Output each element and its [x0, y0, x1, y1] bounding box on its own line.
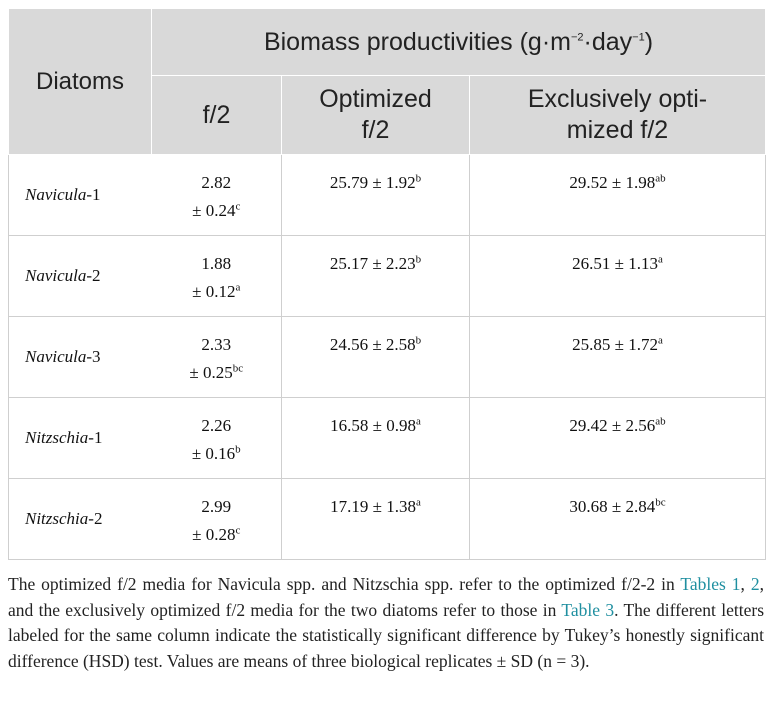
link-table-3[interactable]: Table 3 [561, 599, 615, 620]
diatom-suffix: -3 [86, 347, 101, 366]
header-optimized-line2: f/2 [361, 116, 390, 144]
exclusive-cell [470, 479, 766, 560]
optimized-letter: a [415, 415, 421, 428]
footnote-text-2: , [740, 574, 751, 594]
optimized-letter: b [415, 253, 422, 266]
header-optimized-line1: Optimized [319, 85, 432, 113]
table-row [9, 398, 766, 479]
table-footnote [8, 572, 764, 674]
optimized-cell [282, 236, 470, 317]
exclusive-letter: bc [655, 496, 666, 509]
header-group-exp2: −1 [632, 31, 645, 44]
table-row [9, 236, 766, 317]
f2-value: 2.99 [201, 497, 232, 516]
diatom-genus: Nitzschia [25, 428, 89, 447]
productivity-table [8, 8, 766, 560]
header-f2: f/2 [152, 76, 282, 155]
diatom-name [9, 155, 152, 236]
optimized-cell [282, 398, 470, 479]
header-group-exp1: −2 [570, 31, 584, 44]
f2-cell [152, 398, 282, 479]
exclusive-letter: a [657, 334, 663, 347]
f2-cell [152, 479, 282, 560]
diatom-name [9, 398, 152, 479]
f2-value: 1.88 [201, 254, 232, 273]
optimized-value: 25.17 ± 2.23 [329, 254, 416, 273]
header-group-mid: ·day [583, 27, 633, 56]
exclusive-cell [470, 155, 766, 236]
table-row [9, 155, 766, 236]
f2-sd: ± 0.24 [192, 201, 236, 220]
f2-cell [152, 236, 282, 317]
exclusive-cell [470, 236, 766, 317]
link-tables-1[interactable]: Tables 1 [680, 574, 741, 594]
f2-letter: bc [232, 362, 244, 375]
optimized-value: 24.56 ± 2.58 [329, 335, 416, 354]
exclusive-value: 29.52 ± 1.98 [569, 173, 656, 192]
diatom-name [9, 317, 152, 398]
optimized-cell [282, 155, 470, 236]
exclusive-letter: ab [655, 415, 666, 428]
optimized-letter: a [415, 496, 421, 509]
exclusive-value: 30.68 ± 2.84 [569, 497, 656, 516]
footnote-text-1: The optimized f/2 media for Navicula spp. and Nitzschia spp. refer to the optimized f/2-2 in [8, 574, 681, 594]
f2-value: 2.33 [201, 335, 232, 354]
diatom-genus: Navicula [25, 185, 87, 204]
f2-sd: ± 0.28 [192, 525, 236, 544]
f2-value: 2.82 [201, 173, 232, 192]
optimized-letter: b [415, 172, 422, 185]
table-row [9, 317, 766, 398]
f2-letter: c [235, 200, 241, 213]
f2-sd: ± 0.16 [191, 444, 236, 463]
diatom-genus: Navicula [25, 347, 87, 366]
header-biomass-productivities [152, 9, 766, 76]
diatom-genus: Navicula [25, 266, 87, 285]
header-optimized-f2 [282, 76, 470, 155]
footnote-text-3: , and the exclusively optimized f/2 media for the two diatoms refer to those in [8, 574, 764, 620]
f2-letter: b [235, 443, 241, 456]
diatom-suffix: -2 [88, 509, 103, 528]
diatom-name [9, 236, 152, 317]
header-exclusive-line2: mized f/2 [566, 116, 669, 144]
diatom-suffix: -1 [88, 428, 103, 447]
diatom-suffix: -2 [86, 266, 101, 285]
optimized-cell [282, 317, 470, 398]
header-exclusive-line1: Exclusively opti- [527, 85, 708, 113]
exclusive-cell [470, 398, 766, 479]
exclusive-value: 26.51 ± 1.13 [572, 254, 658, 273]
exclusive-value: 29.42 ± 2.56 [569, 416, 656, 435]
footnote-text-4: . The different letters labeled for the same column indicate the statistically significant difference by Tukey’s honestly significant difference (HSD) test. Values are means of three biological replicates ± SD (n = 3). [8, 599, 764, 671]
f2-cell [152, 155, 282, 236]
f2-value: 2.26 [201, 416, 232, 435]
diatom-name [9, 479, 152, 560]
exclusive-value: 25.85 ± 1.72 [572, 335, 658, 354]
optimized-letter: b [415, 334, 422, 347]
exclusive-letter: ab [655, 172, 666, 185]
optimized-value: 17.19 ± 1.38 [330, 497, 416, 516]
optimized-value: 16.58 ± 0.98 [330, 416, 416, 435]
optimized-cell [282, 479, 470, 560]
exclusive-letter: a [657, 253, 663, 266]
f2-sd: ± 0.25 [189, 363, 233, 382]
header-group-text: Biomass productivities (g·m [263, 27, 571, 56]
diatom-genus: Nitzschia [25, 509, 89, 528]
link-table-2[interactable]: 2 [750, 574, 760, 594]
exclusive-cell [470, 317, 766, 398]
header-diatoms: Diatoms [9, 9, 152, 155]
f2-cell [152, 317, 282, 398]
f2-sd: ± 0.12 [192, 282, 236, 301]
table-row [9, 479, 766, 560]
diatom-suffix: -1 [86, 185, 101, 204]
header-group-end: ) [644, 27, 654, 56]
f2-letter: a [235, 281, 241, 294]
f2-letter: c [235, 524, 241, 537]
optimized-value: 25.79 ± 1.92 [329, 173, 416, 192]
header-exclusively-optimized-f2 [470, 76, 766, 155]
